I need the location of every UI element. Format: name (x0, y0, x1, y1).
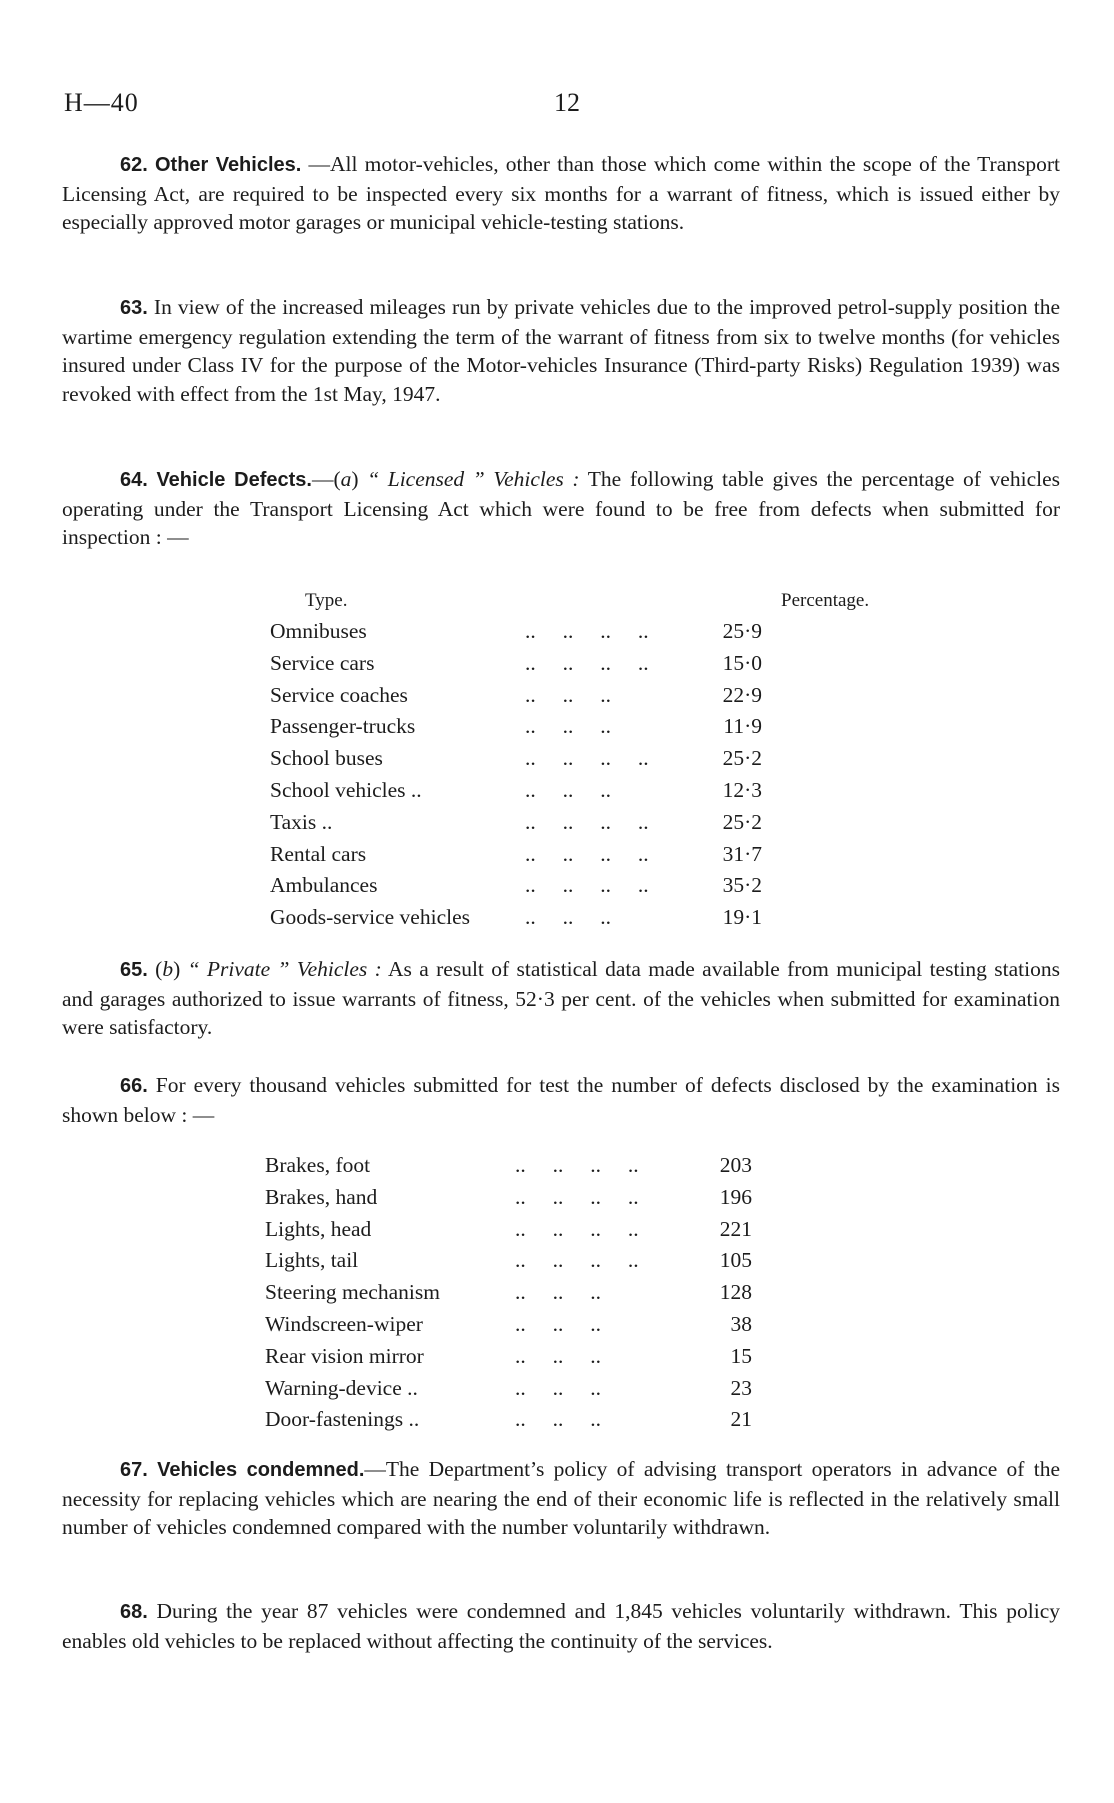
row-label: Service coaches (270, 682, 408, 707)
paragraph-text: —The Department’s policy of advising transport operators in advance of the necessity for replacing vehicles which are nearing the end of their economic life is reflected in the relatively small number of vehicles condemned compared with the number voluntarily withdrawn. (62, 1457, 1060, 1539)
row-value: 11·9 (723, 714, 762, 739)
table-row (270, 870, 890, 902)
leader-dots: .. .. .. .. (515, 1216, 639, 1241)
table-row (270, 680, 890, 712)
row-label: Windscreen-wiper (265, 1311, 423, 1336)
table-row (270, 902, 890, 934)
table-row (270, 743, 890, 775)
section-heading: Other Vehicles. (155, 154, 302, 176)
percentage-table (270, 590, 890, 934)
row-label: Door-fastenings .. (265, 1407, 420, 1432)
row-value: 35·2 (722, 873, 762, 898)
row-value: 128 (719, 1280, 752, 1305)
sub-letter: a (340, 467, 352, 491)
leader-dots: .. .. .. (525, 682, 611, 707)
row-value: 25·2 (722, 809, 762, 834)
sub-letter: b (162, 957, 174, 981)
table-row (265, 1404, 885, 1436)
paragraph-65 (62, 955, 1060, 1042)
table-row (265, 1373, 885, 1405)
table-body (270, 616, 890, 934)
row-label: Steering mechanism (265, 1280, 440, 1305)
row-label: Passenger-trucks (270, 714, 416, 739)
row-label: Goods-service vehicles (270, 905, 470, 930)
row-value: 31·7 (722, 841, 762, 866)
table-row (265, 1277, 885, 1309)
leader-dots: .. .. .. (515, 1375, 601, 1400)
page-number: 12 (554, 88, 580, 117)
paragraph-text: During the year 87 vehicles were condemned and 1,845 vehicles voluntarily withdrawn. This policy enables old vehicles to be replaced without affecting the continuity of the services. (62, 1599, 1060, 1653)
paragraph-number: 66. (120, 1075, 148, 1097)
row-label: Service cars (270, 650, 375, 675)
column-header-percentage: Percentage. (781, 590, 870, 611)
row-label: School buses (270, 746, 383, 771)
paragraph-text: The following table gives the percentage of vehicles operating under the Transport Licensing Act which were found to be free from defects when submitted for inspection : — (62, 467, 1060, 549)
leader-dots: .. .. .. .. (525, 873, 649, 898)
table-row (270, 775, 890, 807)
punctuation: ) (173, 957, 188, 981)
row-value: 221 (719, 1216, 752, 1241)
punctuation: ) (351, 467, 368, 491)
leader-dots: .. .. .. .. (525, 619, 649, 643)
paragraph-67 (62, 1455, 1060, 1542)
table-header (270, 590, 890, 616)
table-row (270, 807, 890, 839)
table-row (265, 1309, 885, 1341)
table-row (270, 839, 890, 871)
leader-dots: .. .. .. .. (515, 1248, 639, 1273)
paragraph-68 (62, 1597, 1060, 1655)
row-label: Rear vision mirror (265, 1343, 424, 1368)
punctuation: —( (311, 467, 341, 491)
row-label: Brakes, hand (265, 1184, 378, 1209)
paragraph-number: 65. (120, 959, 148, 981)
sub-heading: “ Licensed ” Vehicles : (367, 467, 580, 491)
leader-dots: .. .. .. .. (515, 1184, 639, 1209)
table-body (265, 1150, 885, 1436)
table-row (270, 711, 890, 743)
leader-dots: .. .. .. .. (525, 841, 649, 866)
paragraph-text: As a result of statistical data made available from municipal testing stations and garages authorized to issue warrants of fitness, 52·3 per cent. of the vehicles when submitted for examination were satisfactory. (62, 957, 1060, 1039)
punctuation: ( (147, 957, 163, 981)
row-value: 15·0 (722, 650, 762, 675)
sub-heading: “ Private ” Vehicles : (187, 957, 382, 981)
row-value: 38 (730, 1311, 752, 1336)
paragraph-number: 68. (120, 1601, 148, 1623)
paragraph-66 (62, 1071, 1060, 1129)
row-value: 25·9 (722, 619, 762, 643)
paragraph-text: In view of the increased mileages run by private vehicles due to the improved petrol-supply position the wartime emergency regulation extending the term of the warrant of fitness from six to twelve months (for vehicles insured under Class IV for the purpose of the Motor-vehicles Insurance (Third-party Risks) Regulation 1939) was revoked with effect from the 1st May, 1947. (62, 295, 1060, 406)
row-label: Rental cars (270, 841, 367, 866)
leader-dots: .. .. .. (515, 1280, 601, 1305)
leader-dots: .. .. .. .. (525, 746, 649, 771)
leader-dots: .. .. .. (525, 905, 611, 930)
row-label: Lights, tail (265, 1248, 359, 1273)
row-label: Brakes, foot (265, 1153, 371, 1177)
leader-dots: .. .. .. (515, 1311, 601, 1336)
table-row (270, 648, 890, 680)
row-value: 196 (719, 1184, 752, 1209)
row-value: 22·9 (722, 682, 762, 707)
row-value: 21 (730, 1407, 752, 1432)
table-row (265, 1150, 885, 1182)
leader-dots: .. .. .. .. (515, 1153, 639, 1177)
leader-dots: .. .. .. (515, 1343, 601, 1368)
row-label: School vehicles .. (270, 777, 422, 802)
row-value: 19·1 (722, 905, 762, 930)
table-row (265, 1214, 885, 1246)
document-code: H—40 (64, 88, 139, 117)
leader-dots: .. .. .. (515, 1407, 601, 1432)
paragraph-62 (62, 150, 1060, 237)
row-value: 25·2 (722, 746, 762, 771)
paragraph-number: 63. (120, 297, 148, 319)
row-label: Taxis .. (270, 809, 333, 834)
leader-dots: .. .. .. (525, 777, 611, 802)
paragraph-text: For every thousand vehicles submitted for test the number of defects disclosed by the examination is shown below : — (62, 1073, 1060, 1127)
defects-table (265, 1150, 885, 1436)
paragraph-64 (62, 465, 1060, 552)
row-label: Warning-device .. (265, 1375, 418, 1400)
row-value: 12·3 (722, 777, 762, 802)
row-label: Lights, head (265, 1216, 372, 1241)
table-row (265, 1341, 885, 1373)
paragraph-number: 64. (120, 469, 148, 491)
row-label: Ambulances (270, 873, 378, 898)
table-row (265, 1245, 885, 1277)
section-heading: Vehicles condemned. (157, 1459, 365, 1481)
page-header (64, 88, 1054, 128)
paragraph-text: —All motor-vehicles, other than those which come within the scope of the Transport Licensing Act, are required to be inspected every six months for a warrant of fitness, which is issued either by especially approved motor garages or municipal vehicle-testing stations. (62, 152, 1061, 234)
row-value: 15 (730, 1343, 752, 1368)
row-value: 23 (730, 1375, 752, 1400)
column-header-type: Type. (305, 590, 348, 611)
section-heading: Vehicle Defects. (156, 469, 312, 491)
table-row (270, 616, 890, 648)
paragraph-63 (62, 293, 1060, 408)
paragraph-number: 62. (120, 154, 148, 176)
row-value: 105 (719, 1248, 752, 1273)
paragraph-number: 67. (120, 1459, 148, 1481)
row-value: 203 (719, 1153, 752, 1177)
leader-dots: .. .. .. (525, 714, 611, 739)
leader-dots: .. .. .. .. (525, 650, 649, 675)
table-row (265, 1182, 885, 1214)
leader-dots: .. .. .. .. (525, 809, 649, 834)
row-label: Omnibuses (270, 619, 367, 643)
